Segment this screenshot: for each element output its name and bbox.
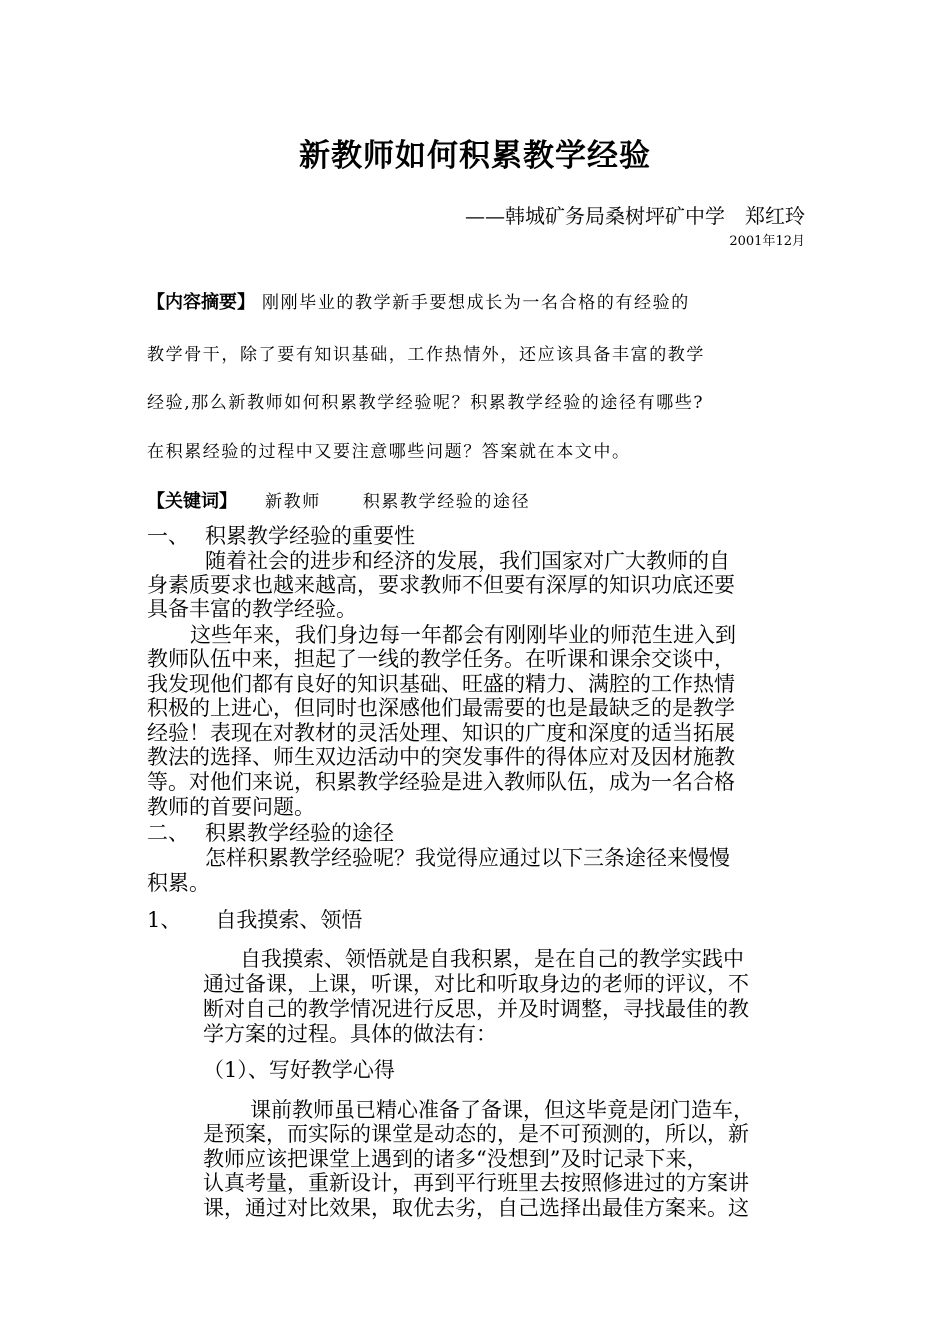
- paragraph-line: 认真考量，重新设计，再到平行班里去按照修进过的方案讲: [203, 1171, 749, 1195]
- item-heading: （1）、写好教学心得: [203, 1058, 395, 1082]
- paragraph-line: 怎样积累教学经验呢？我觉得应通过以下三条途径来慢慢: [205, 846, 730, 870]
- section-number: 一、: [147, 524, 189, 548]
- paragraph-line: 经验！表现在对教材的灵活处理、知识的广度和深度的适当拓展: [147, 721, 735, 745]
- paragraph-line: 身素质要求也越来越高，要求教师不但要有深厚的知识功底还要: [147, 573, 735, 597]
- paragraph-line: 积累。: [147, 871, 210, 895]
- paragraph-line: 教师应该把课堂上遇到的诸多“没想到”及时记录下来，: [203, 1147, 708, 1171]
- keywords-label: 【关键词】: [147, 491, 237, 512]
- paragraph-line: 我发现他们都有良好的知识基础、旺盛的精力、满腔的工作热情: [147, 672, 735, 696]
- keyword-item: 积累教学经验的途径: [362, 492, 531, 512]
- section-heading: [147, 821, 394, 845]
- document-date: 2001年12月: [729, 234, 805, 249]
- keyword-item: 新教师: [265, 492, 321, 512]
- subsection-heading: [147, 908, 362, 932]
- paragraph-line: 等。对他们来说，积累教学经验是进入教师队伍，成为一名合格: [147, 770, 735, 794]
- paragraph-line: 随着社会的进步和经济的发展，我们国家对广大教师的自: [205, 549, 730, 573]
- section-title: 积累教学经验的重要性: [205, 524, 415, 548]
- abstract-line: [147, 288, 690, 314]
- subsection-number: 1、: [147, 908, 182, 932]
- paragraph-line: 自我摸索、领悟就是自我积累，是在自己的教学实践中: [240, 947, 744, 971]
- paragraph-line: 通过备课，上课，听课，对比和听取身边的老师的评议，不: [203, 972, 749, 996]
- paragraph-line: 断对自己的教学情况进行反思，并及时调整，寻找最佳的教: [203, 997, 749, 1021]
- paragraph-line: 教师的首要问题。: [147, 795, 315, 819]
- abstract-label: 【内容摘要】: [147, 292, 255, 313]
- paragraph-line: 学方案的过程。具体的做法有：: [203, 1022, 497, 1046]
- section-number: 二、: [147, 821, 189, 845]
- abstract-line: 经验,那么新教师如何积累教学经验呢？积累教学经验的途径有哪些?: [147, 393, 705, 413]
- paragraph-line: 课，通过对比效果，取优去劣，自己选择出最佳方案来。这: [203, 1196, 749, 1220]
- keywords-line: [147, 487, 530, 513]
- paragraph-line: 具备丰富的教学经验。: [147, 597, 357, 621]
- abstract-line: 在积累经验的过程中又要注意哪些问题？答案就在本文中。: [147, 442, 631, 462]
- document-title: 新教师如何积累教学经验: [299, 138, 651, 174]
- paragraph-line: 这些年来，我们身边每一年都会有刚刚毕业的师范生进入到: [190, 623, 736, 647]
- subsection-title: 自我摸索、领悟: [215, 908, 363, 932]
- paragraph-line: 教师队伍中来，担起了一线的教学任务。在听课和课余交谈中，: [147, 647, 735, 671]
- abstract-text: 刚刚毕业的教学新手要想成长为一名合格的有经验的: [262, 293, 690, 313]
- abstract-line: 教学骨干，除了要有知识基础，工作热情外，还应该具备丰富的教学: [147, 345, 705, 365]
- paragraph-line: 是预案，而实际的课堂是动态的，是不可预测的，所以，新: [203, 1122, 749, 1146]
- paragraph-line: 课前教师虽已精心准备了备课，但这毕竟是闭门造车，: [250, 1098, 754, 1122]
- author-byline: ——韩城矿务局桑树坪矿中学 郑红玲: [465, 204, 805, 228]
- section-heading: [147, 524, 415, 548]
- section-title: 积累教学经验的途径: [205, 821, 394, 845]
- paragraph-line: 教法的选择、师生双边活动中的突发事件的得体应对及因材施教: [147, 745, 735, 769]
- paragraph-line: 积极的上进心，但同时也深感他们最需要的也是最缺乏的是教学: [147, 696, 735, 720]
